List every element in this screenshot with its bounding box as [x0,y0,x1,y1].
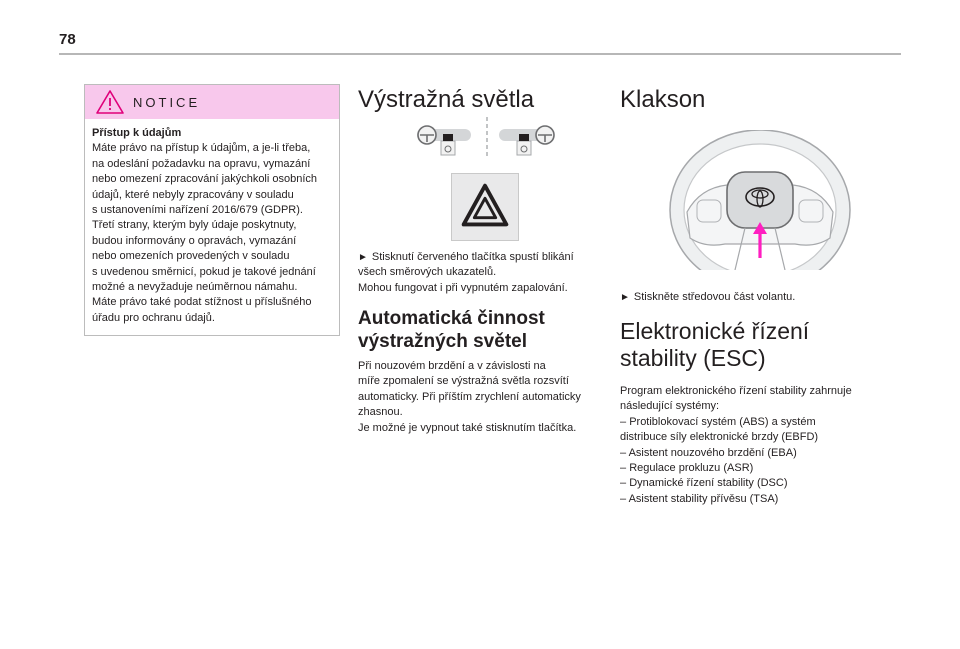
hazard-section [358,84,603,114]
auto-hazard-section [358,307,603,436]
notice-header [85,85,339,119]
notice-subtitle: Přístup k údajům [92,127,182,139]
esc-list-item: – Regulace prokluzu (ASR) [620,462,754,475]
notice-body [85,119,339,326]
esc-list-item: – Asistent stability přívěsu (TSA) [620,492,779,505]
horn-instructions [620,290,882,305]
hazard-heading: Výstražná světla [358,86,535,113]
hazard-triangle-icon [452,174,518,240]
warning-triangle-icon [95,89,125,115]
esc-section [620,318,882,507]
auto-hazard-heading-line1: Automatická činnost [358,308,545,329]
notice-box [84,84,340,336]
esc-list [620,415,882,507]
notice-title: NOTICE [133,94,201,110]
right-pointer-icon: ► [358,252,368,263]
auto-hazard-heading-line2: výstražných světel [358,331,527,352]
esc-heading-line1: Elektronické řízení [620,318,810,344]
right-switch-icon [499,126,554,155]
hazard-instructions [358,250,603,296]
auto-hazard-text: Při nouzovém brzdění a v závislosti na míře zpomalení se výstražná světla rozsvítí automaticky. Při příštím zrychlení automaticky zhasnou. Je možné je vypnout také stisknutím tlačítka. [358,360,581,434]
horn-instruction-paragraph [620,290,882,305]
esc-heading-line2: stability (ESC) [620,345,766,371]
hazard-instruction-text: Stisknutí červeného tlačítka spustí blikání všech směrových ukazatelů. [358,251,574,279]
esc-intro: Program elektronického řízení stability zahrnuje následující systémy: [620,385,852,413]
steering-wheel-illustration [665,130,855,270]
page-number: 78 [59,31,76,48]
steering-switches-illustration [405,113,565,161]
hazard-note: Mohou fungovat i při vypnutém zapalování. [358,281,568,294]
hazard-button-illustration [451,173,519,241]
header-rule [59,53,901,55]
esc-list-item: – Protiblokovací systém (ABS) a systém distribuce síly elektronické brzdy (EBFD) [620,415,819,444]
left-switch-icon [417,126,471,155]
notice-text: Máte právo na přístup k údajům, a je-li třeba, na odeslání požadavku na opravu, vymazání nebo omezení zpracování jakýchkoli osobních údajů, které nebyly zpracovány v souladu s ustanoveními nařízení 2016/679 (GDPR). Třetí strany, kterým byly údaje poskytnuty, budou informovány o opravách, vymazání nebo omezeních provedených v souladu s uvedenou směrnicí, pokud je takové jednání možné a nevyžaduje neúměrnou námahu. Máte právo také podat stížnost u příslušného úřadu pro ochranu údajů. [92,142,318,324]
esc-list-item: – Asistent nouzového brzdění (EBA) [620,446,797,459]
hazard-instruction-paragraph [358,250,603,281]
horn-heading: Klakson [620,86,706,113]
esc-list-item: – Dynamické řízení stability (DSC) [620,477,788,490]
horn-section [620,84,882,114]
horn-instruction-text: Stiskněte středovou část volantu. [633,291,796,303]
right-pointer-icon: ► [620,292,630,303]
